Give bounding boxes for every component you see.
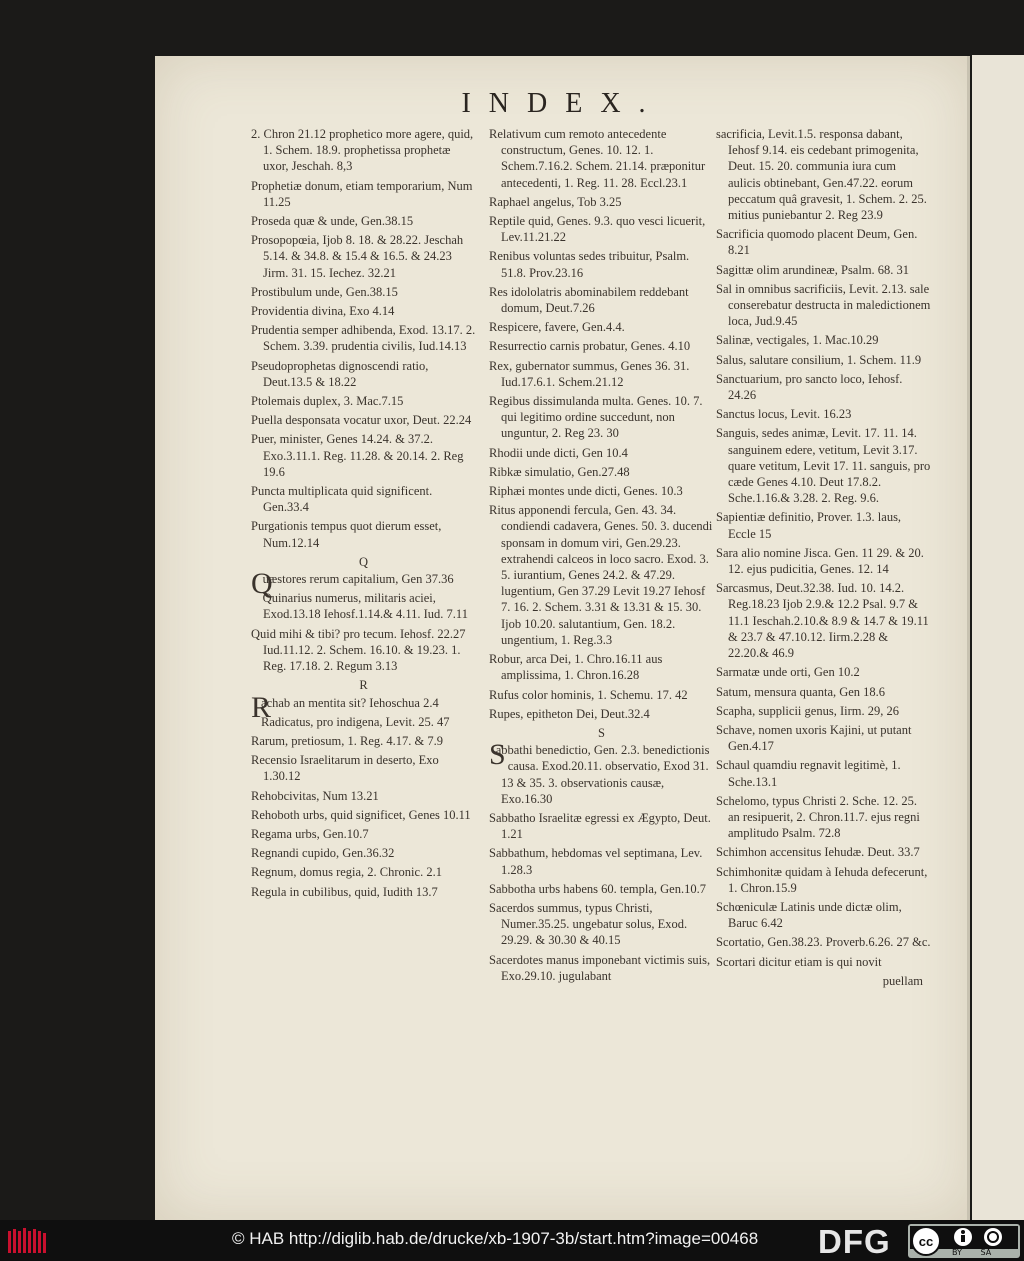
index-entry: Regibus dissimulanda multa. Genes. 10. 7. qui legitimo ordine succedunt, non unguntur, 2. Reg 23. 30 <box>489 394 703 441</box>
index-column-2 <box>489 126 714 987</box>
index-entry: Purgationis tempus quot dierum esset, Num.12.14 <box>251 519 442 550</box>
index-entry: Schimhonitæ quidam à Iehuda defecerunt, 1. Chron.15.9 <box>716 864 928 895</box>
index-entry: Prophetiæ donum, etiam temporarium, Num 11.25 <box>251 178 473 209</box>
index-entry: Satum, mensura quanta, Gen 18.6 <box>716 684 886 699</box>
permalink-link[interactable]: © HAB http://diglib.hab.de/drucke/xb-1907-3b/start.htm?image=00468 <box>232 1229 759 1248</box>
index-entry: Reptile quid, Genes. 9.3. quo vesci licuerit, Lev.11.21.22 <box>489 214 706 245</box>
index-entry: Sarmatæ unde orti, Gen 10.2 <box>716 665 860 680</box>
index-entry: Providentia divina, Exo 4.14 <box>251 304 395 319</box>
index-entry: Riphæi montes unde dicti, Genes. 10.3 <box>489 484 683 499</box>
index-entry: Recensio Israelitarum in deserto, Exo 1.30.12 <box>251 753 439 784</box>
index-entry: Sabbatho Israelitæ egressi ex Ægypto, Deut. 1.21 <box>489 810 711 842</box>
index-entry: Schœniculæ Latinis unde dictæ olim, Baruc 6.42 <box>716 899 902 931</box>
index-entry: Regnandi cupido, Gen.36.32 <box>251 846 395 861</box>
viewer-footer <box>0 1220 1024 1261</box>
index-entry: Scapha, supplicii genus, Iirm. 29, 26 <box>716 703 899 718</box>
index-entry: Regama urbs, Gen.10.7 <box>251 826 369 841</box>
index-entry: Respicere, favere, Gen.4.4. <box>489 320 625 335</box>
index-entry: Sanguis, sedes animæ, Levit. 17. 11. 14. sanguinem edere, vetitum, Levit 3.17. quare vetitum, Levit 17. 11. sanguis, pro cæde Genes 4.10. Deut 17.8.2. Sche.1.16.& 3.28. 2. Reg. 9.6. <box>716 426 931 506</box>
index-entry: Prostibulum unde, Gen.38.15 <box>251 284 398 299</box>
index-entry: Sabbotha urbs habens 60. templa, Gen.10.7 <box>489 881 706 896</box>
index-entry: Schelomo, typus Christi 2. Sche. 12. 25. an resipuerit, 2. Chron.11.7. ejus regni amplitudo Psalm. 72.8 <box>716 793 920 841</box>
index-entry: 2. Chron 21.12 prophetico more agere, quid, 1. Schem. 18.9. prophetissa prophetæ uxor, Jeschah. 8,3 <box>251 127 474 174</box>
index-entry: Ribkæ simulatio, Gen.27.48 <box>489 464 630 479</box>
page-header: INDEX. <box>461 88 664 119</box>
index-entry: Relativum cum remoto antecedente constructum, Genes. 10. 12. 1. Schem.7.16.2. Schem. 21.14. præponitur antecedenti, 1. Reg. 11. 28. Eccl.23.1 <box>489 127 706 190</box>
index-entry: Scortatio, Gen.38.23. Proverb.6.26. 27 &c. <box>716 935 931 950</box>
index-entry: sacrificia, Levit.1.5. responsa dabant, Iehosf 9.14. eis cedebant primogenita, Deut. 15. 20. communia iura cum aulicis obtinebant, Gen.47.22. eorum peccatum quâ gravesit, 1. Schem. 2. 25. mitius puniebantur 2. Reg 23.9 <box>716 127 927 223</box>
index-entry: Renibus voluntas sedes tribuitur, Psalm. 51.8. Prov.23.16 <box>489 249 690 280</box>
index-entry: Sarcasmus, Deut.32.38. Iud. 10. 14.2. Reg.18.23 Ijob 2.9.& 12.2 Psal. 9.7 & 11.1 Ieschah.2.10.& 8.9 & 14.7 & 19.11 & 23.7 & 47.10.12. Iirm.2.28 & 22.20.& 46.9 <box>716 581 929 661</box>
index-entry: Sara alio nomine Jisca. Gen. 11 29. & 20. 12. ejus pudicitia, Genes. 12. 14 <box>716 545 924 577</box>
adjacent-page-edge <box>972 55 1024 1220</box>
index-entry: Sacrificia quomodo placent Deum, Gen. 8.21 <box>716 227 918 258</box>
index-entry: Radicatus, pro indigena, Levit. 25. 47 <box>261 714 450 729</box>
index-column-1 <box>251 126 476 903</box>
index-entry: Rehoboth urbs, quid significet, Genes 10.11 <box>251 807 471 822</box>
index-entry: Resurrectio carnis probatur, Genes. 4.10 <box>489 339 691 354</box>
index-entry: Rehobcivitas, Num 13.21 <box>251 788 379 803</box>
dfg-logo: DFG <box>818 1223 891 1260</box>
index-entry: Raphael angelus, Tob 3.25 <box>489 194 622 209</box>
index-entry: Proseda quæ & unde, Gen.38.15 <box>251 214 414 229</box>
index-entry: Sapientiæ definitio, Prover. 1.3. laus, Eccle 15 <box>716 510 902 541</box>
page-fold <box>967 56 970 1220</box>
library-logo-icon <box>6 1225 50 1257</box>
catchword: puellam <box>882 973 923 988</box>
index-entry: Rhodii unde dicti, Gen 10.4 <box>489 445 628 460</box>
index-entry: Quinarius numerus, militaris aciei, Exod.13.18 Iehosf.1.14.& 4.11. Iud. 7.11 <box>262 591 468 622</box>
index-entry: Sagittæ olim arundineæ, Psalm. 68. 31 <box>716 262 910 277</box>
index-entry: Sal in omnibus sacrificiis, Levit. 2.13. sale conserebatur destructa in maledictionem loca, Jud.9.45 <box>716 281 931 329</box>
index-entry: Sabbathi benedictio, Gen. 2.3. benedictionis causa. Exod.20.11. observatio, Exod 31. 13 & 35. 3. observationis causæ, Exo.16.30 <box>489 738 710 806</box>
index-entry: Prudentia semper adhibenda, Exod. 13.17. 2. Schem. 3.39. prudentia civilis, Iud.14.13 <box>251 323 476 354</box>
index-entry: Robur, arca Dei, 1. Chro.16.11 aus amplissima, 1. Chron.16.28 <box>489 652 663 683</box>
index-entry: Schave, nomen uxoris Kajini, ut putant Gen.4.17 <box>716 722 912 754</box>
index-entry: Quid mihi & tibi? pro tecum. Iehosf. 22.27 Iud.11.12. 2. Schem. 16.10. & 19.23. 1. Reg. 17.18. 2. Regum 3.13 <box>251 626 466 674</box>
index-entry: Sanctuarium, pro sancto loco, Iehosf. 24.26 <box>716 371 903 403</box>
index-entry: Rupes, epitheton Dei, Deut.32.4 <box>489 706 650 721</box>
index-entry: Schimhon accensitus Iehudæ. Deut. 33.7 <box>716 845 920 860</box>
index-entry: Sabbathum, hebdomas vel septimana, Lev. 1.28.3 <box>489 846 703 877</box>
index-entry: Regula in cubilibus, quid, Iudith 13.7 <box>251 884 438 899</box>
index-entry: Scortari dicitur etiam is qui novit <box>716 954 882 969</box>
index-entry: Pseudoprophetas dignoscendi ratio, Deut.13.5 & 18.22 <box>251 358 429 389</box>
index-entry: Salus, salutare consilium, 1. Schem. 11.9 <box>716 352 922 367</box>
index-entry: Ptolemais duplex, 3. Mac.7.15 <box>251 394 404 409</box>
index-entry: Rex, gubernator summus, Genes 36. 31. Iud.17.6.1. Schem.21.12 <box>489 358 690 389</box>
index-entry: Puncta multiplicata quid significent. Gen.33.4 <box>251 484 433 515</box>
index-entry: Res idololatris abominabilem reddebant domum, Deut.7.26 <box>489 284 689 316</box>
section-letter: S <box>598 725 605 740</box>
section-letter: Q <box>358 554 369 569</box>
index-entry: Salinæ, vectigales, 1. Mac.10.29 <box>716 333 879 348</box>
svg-text:cc: cc <box>918 1234 934 1249</box>
book-page <box>155 56 970 1220</box>
index-entry: Rufus color hominis, 1. Schemu. 17. 42 <box>489 687 688 702</box>
index-column-3 <box>716 126 931 989</box>
index-entry: Rachab an mentita sit? Iehoschua 2.4 <box>251 690 439 724</box>
index-entry: Puella desponsata vocatur uxor, Deut. 22.24 <box>251 413 472 428</box>
index-entry: Regnum, domus regia, 2. Chronic. 2.1 <box>251 865 442 880</box>
index-entry: Puer, minister, Genes 14.24. & 37.2. Exo.3.11.1. Reg. 11.28. & 20.14. 2. Reg 19.6 <box>251 432 464 479</box>
cc-terms: BY SA <box>952 1248 992 1257</box>
index-entry: Schaul quamdiu regnavit legitimè, 1. Sche.13.1 <box>716 758 901 789</box>
index-entry: Quæstores rerum capitalium, Gen 37.36 <box>251 567 454 601</box>
section-letter: R <box>359 678 368 693</box>
index-entry: Sacerdos summus, typus Christi, Numer.35.25. ungebatur solus, Exod. 29.29. & 30.30 & 40.15 <box>489 900 688 948</box>
index-entry: Prosopopœia, Ijob 8. 18. & 28.22. Jeschah 5.14. & 34.8. & 15.4 & 16.5. & 24.23 Jirm. 31. 15. Iechez. 32.21 <box>251 233 464 280</box>
index-entry: Ritus apponendi fercula, Gen. 43. 34. condiendi cadavera, Genes. 50. 3. ducendi sponsam in domum viri, Gen.29.23. extrahendi calceos in loco sacro. Exod. 3. 5. iurantium, Genes 24.2. & 47.29. lugentium, Gen 37.29 Levit 19.27 Iehosf 7. 16. 2. Schem. 3.31 & 13.31 & 15. 30. Ijob 10.20. salutantium, Gen. 18.2. ungentium, 1. Reg.3.3 <box>489 503 713 647</box>
index-entry: Sacerdotes manus imponebant victimis suis, Exo.29.10. jugulabant <box>489 952 711 983</box>
index-entry: Sanctus locus, Levit. 16.23 <box>716 407 852 422</box>
index-entry: Rarum, pretiosum, 1. Reg. 4.17. & 7.9 <box>251 733 443 748</box>
